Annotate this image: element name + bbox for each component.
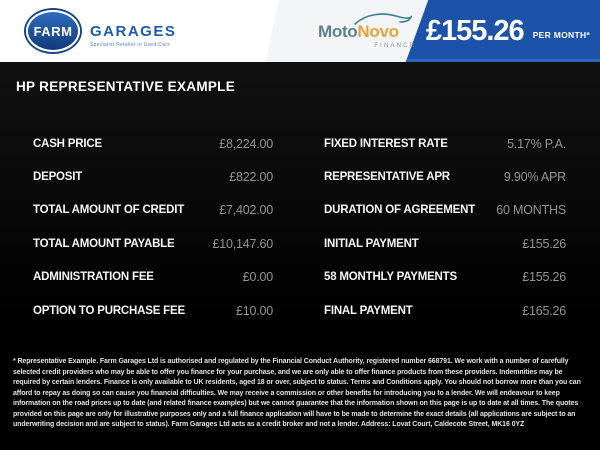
dealer-name: GARAGES bbox=[90, 23, 177, 40]
table-row bbox=[33, 194, 273, 227]
finance-details-table bbox=[33, 127, 566, 327]
table-row bbox=[324, 294, 566, 327]
row-value: £8,224.00 bbox=[219, 136, 273, 151]
dealer-logo-oval-icon bbox=[26, 10, 80, 52]
table-row bbox=[324, 160, 566, 193]
monthly-price-amount: £155.26 bbox=[425, 14, 524, 47]
row-value: £7,402.00 bbox=[219, 203, 273, 218]
table-row bbox=[324, 261, 566, 294]
table-row bbox=[33, 227, 273, 260]
row-label: INITIAL PAYMENT bbox=[324, 237, 419, 250]
legal-disclaimer-text: * Representative Example. Farm Garages Ltd is authorised and regulated by the Financial Conduct Authority, registered number 668791. We work with a number of carefully selected credit providers who may be able to offer you finance for your purchase, and we are only able to offer finance products from these providers. Indemnities may be required by certain lenders. Finance is only available to UK residents, aged 18 or over, subject to status. Terms and Conditions apply. You should not borrow more than you can afford to repay as doing so can cause you financial difficulties. We may receive a commission or other benefits for introducing you to a lender. We will endeavour to keep information on the road prices up to date (and related finance examples) but we cannot guarantee that the information shown on this page is up to date at all times. The quotes provided on this page are only for illustrative purposes only and a full finance application will have to be made to determine the exact details (all applications are subject to an underwriting decision and are subject to status). Farm Garages Ltd acts as a credit broker and not a lender. Address: Lovat Court, Caldecote Street, MK16 0YZ bbox=[13, 358, 581, 428]
table-row bbox=[324, 127, 566, 160]
row-value: £155.26 bbox=[522, 236, 566, 251]
row-label: TOTAL AMOUNT PAYABLE bbox=[33, 237, 175, 250]
row-value: £0.00 bbox=[242, 270, 273, 285]
finance-company-logo bbox=[318, 13, 418, 49]
row-label: FINAL PAYMENT bbox=[324, 304, 413, 317]
row-label: DEPOSIT bbox=[33, 171, 83, 184]
row-value: £155.26 bbox=[522, 270, 566, 285]
monthly-price-banner bbox=[426, 0, 590, 62]
dealer-tagline: Specialist Retailer in Used Cars bbox=[90, 42, 170, 48]
table-row bbox=[33, 127, 273, 160]
row-label: REPRESENTATIVE APR bbox=[324, 171, 450, 184]
row-label: OPTION TO PURCHASE FEE bbox=[33, 304, 185, 317]
row-label: TOTAL AMOUNT OF CREDIT bbox=[33, 204, 185, 217]
header-bar bbox=[0, 0, 600, 62]
row-value: £10.00 bbox=[235, 303, 273, 318]
finance-table-left-column bbox=[33, 127, 273, 327]
finance-logo-subtitle: FINANCE bbox=[374, 43, 416, 49]
row-label: FIXED INTEREST RATE bbox=[324, 137, 448, 150]
row-label: CASH PRICE bbox=[33, 137, 102, 150]
monthly-price-suffix: PER MONTH* bbox=[532, 30, 590, 40]
table-row bbox=[33, 261, 273, 294]
row-label: ADMINISTRATION FEE bbox=[33, 271, 154, 284]
car-swoosh-icon bbox=[354, 11, 412, 26]
row-value: £10,147.60 bbox=[212, 236, 273, 251]
table-row bbox=[324, 227, 566, 260]
finance-logo-part2: Novo bbox=[357, 22, 399, 41]
table-row bbox=[324, 194, 566, 227]
table-row bbox=[33, 294, 273, 327]
dealer-logo-text-block bbox=[90, 10, 176, 52]
dealer-logo bbox=[24, 10, 176, 52]
page-title: HP REPRESENTATIVE EXAMPLE bbox=[16, 79, 236, 94]
row-label: DURATION OF AGREEMENT bbox=[324, 204, 476, 217]
table-row bbox=[33, 160, 273, 193]
row-value: 60 MONTHS bbox=[496, 203, 566, 218]
row-value: 9.90% APR bbox=[503, 170, 566, 185]
row-value: 5.17% P.A. bbox=[507, 136, 566, 151]
row-value: £822.00 bbox=[229, 170, 273, 185]
finance-table-right-column bbox=[324, 127, 566, 327]
dealer-logo-oval-text: FARM bbox=[33, 23, 73, 39]
finance-logo-part1: Moto bbox=[318, 22, 358, 41]
row-label: 58 MONTHLY PAYMENTS bbox=[324, 271, 457, 284]
row-value: £165.26 bbox=[522, 303, 566, 318]
